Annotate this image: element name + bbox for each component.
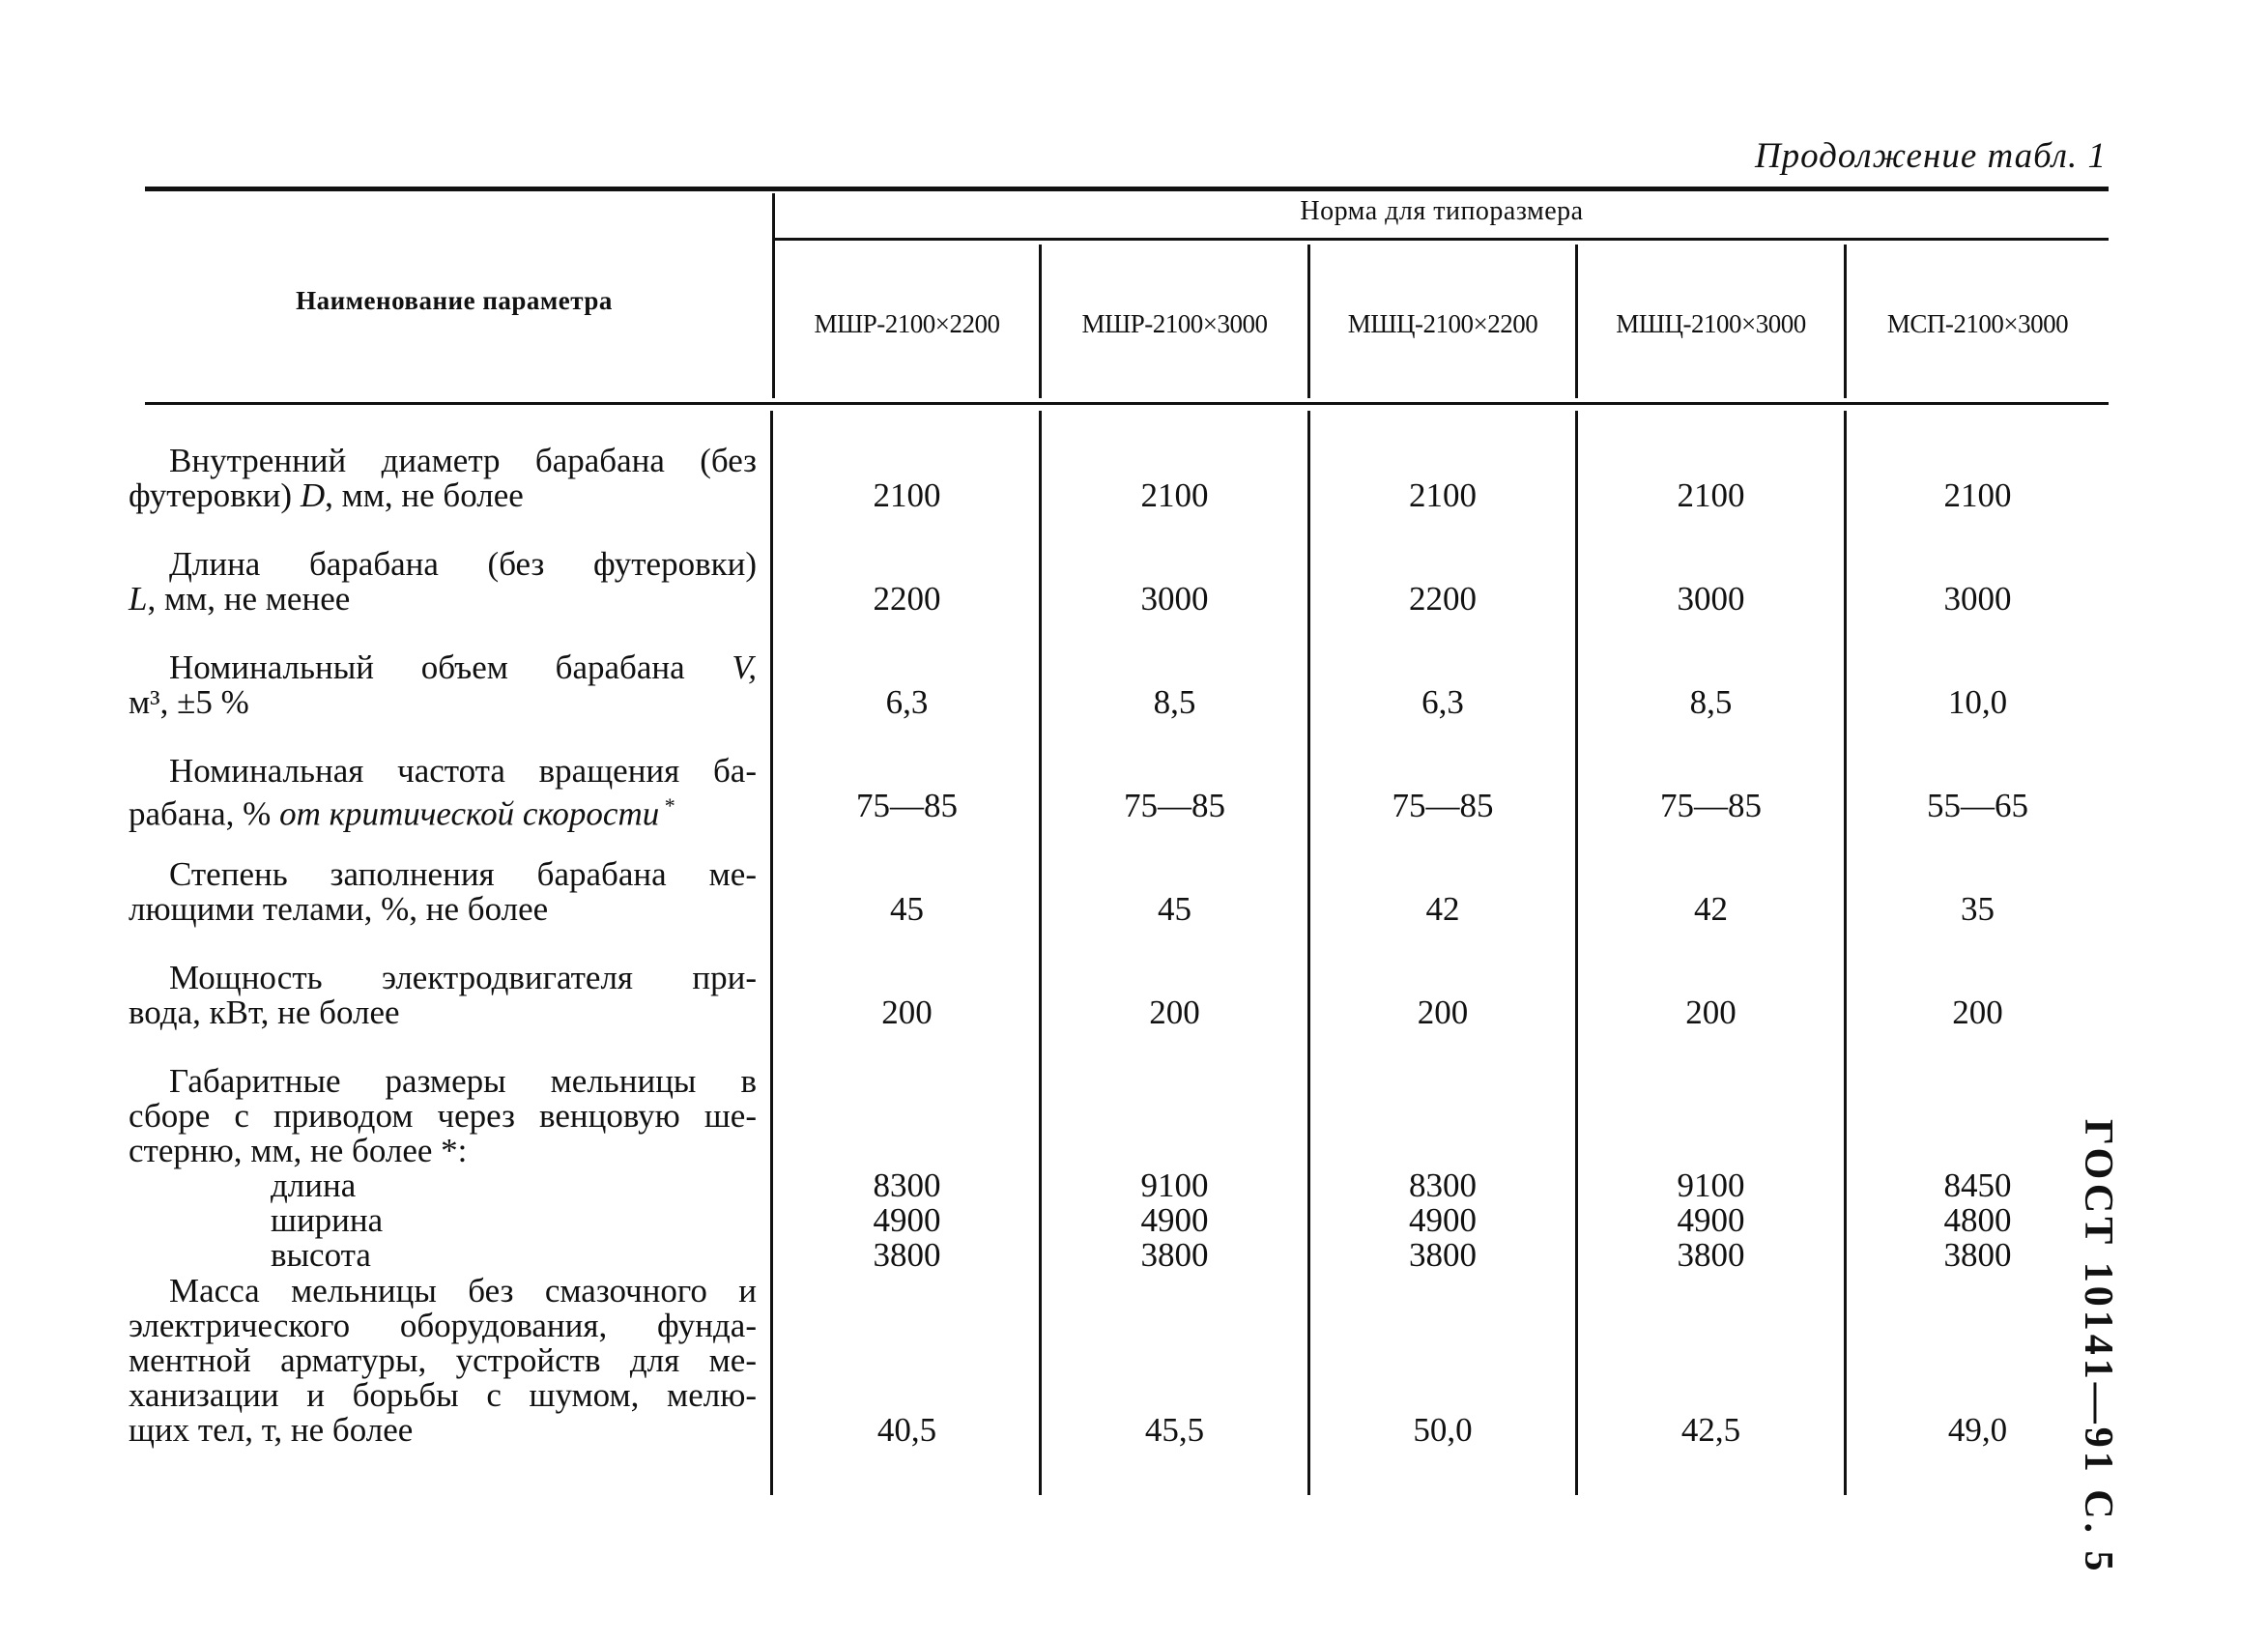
group-header-rule — [775, 238, 2109, 241]
column-divider — [1575, 411, 1578, 1495]
model-header: МШЦ-2100×2200 — [1347, 309, 1538, 338]
cell-value: 9100 — [1140, 1166, 1209, 1204]
param-motor-power-line2: вода, кВт, не более — [129, 993, 400, 1031]
cell-value: 4800 — [1943, 1201, 2012, 1239]
cell-value: 2100 — [1677, 476, 1745, 514]
cell-value: 200 — [1952, 993, 2003, 1031]
cell-value: 2100 — [1943, 476, 2012, 514]
cell-value: 45,5 — [1144, 1411, 1205, 1449]
column-divider — [770, 411, 773, 1495]
param-inner-diameter-line2: футеровки) D, мм, не более — [129, 476, 524, 514]
dimension-label-length: длина — [271, 1166, 357, 1204]
table-continuation-caption: Продолжение табл. 1 — [1754, 136, 2107, 176]
cell-value: 3800 — [1677, 1236, 1745, 1274]
cell-value: 3000 — [1140, 580, 1209, 618]
cell-value: 40,5 — [876, 1411, 937, 1449]
param-overall-dimensions: Габаритные размеры мельницы в — [169, 1062, 757, 1100]
param-mill-mass-line3: ментной арматуры, устройств для ме- — [129, 1341, 757, 1379]
cell-value: 3000 — [1943, 580, 2012, 618]
model-header: МШР-2100×3000 — [1081, 309, 1268, 338]
cell-value: 6,3 — [1421, 683, 1464, 721]
param-inner-diameter: Внутренний диаметр барабана (без — [169, 442, 757, 479]
param-motor-power: Мощность электродвигателя при- — [169, 959, 757, 996]
model-header: МШЦ-2100×3000 — [1616, 309, 1806, 338]
cell-value: 75—85 — [1392, 787, 1494, 824]
cell-value: 35 — [1961, 890, 1995, 928]
cell-value: 75—85 — [1124, 787, 1225, 824]
param-mill-mass-line2: электрического оборудования, фунда- — [129, 1307, 757, 1344]
cell-value: 2100 — [1140, 476, 1209, 514]
cell-value: 45 — [1158, 890, 1191, 928]
cell-value: 3800 — [873, 1236, 941, 1274]
cell-value: 2200 — [1409, 580, 1477, 618]
cell-value: 4900 — [1140, 1201, 1209, 1239]
column-divider — [1307, 411, 1310, 1495]
cell-value: 200 — [1685, 993, 1737, 1031]
cell-value: 3000 — [1677, 580, 1745, 618]
param-rotation-frequency: Номинальная частота вращения ба- — [169, 752, 757, 790]
cell-value: 75—85 — [1660, 787, 1762, 824]
param-mill-mass-line4: ханизации и борьбы с шумом, мелю- — [129, 1376, 757, 1414]
cell-value: 50,0 — [1413, 1411, 1473, 1449]
cell-value: 4900 — [873, 1201, 941, 1239]
cell-value: 8450 — [1943, 1166, 2012, 1204]
cell-value: 10,0 — [1947, 683, 2008, 721]
cell-value: 4900 — [1677, 1201, 1745, 1239]
cell-value: 42 — [1694, 890, 1728, 928]
cell-value: 200 — [1417, 993, 1469, 1031]
cell-value: 42 — [1425, 890, 1460, 928]
param-overall-dimensions-line3: стерню, мм, не более *: — [129, 1132, 468, 1169]
param-nominal-volume-line2: м³, ±5 % — [129, 683, 249, 721]
cell-value: 45 — [890, 890, 924, 928]
cell-value: 3800 — [1943, 1236, 2012, 1274]
cell-value: 8300 — [1409, 1166, 1477, 1204]
cell-value: 55—65 — [1927, 787, 2028, 824]
param-rotation-frequency-line2: рабана, % от критической скорости * — [129, 793, 675, 833]
cell-value: 49,0 — [1947, 1411, 2008, 1449]
model-header: МСП-2100×3000 — [1886, 309, 2069, 338]
cell-value: 2100 — [873, 476, 941, 514]
param-overall-dimensions-line2: сборе с приводом через венцовую ше- — [129, 1097, 757, 1135]
cell-value: 8300 — [873, 1166, 941, 1204]
cell-value: 200 — [881, 993, 933, 1031]
dimension-label-height: высота — [271, 1236, 371, 1274]
norm-group-header: Норма для типоразмера — [1300, 196, 1584, 226]
cell-value: 8,5 — [1689, 683, 1733, 721]
cell-value: 9100 — [1677, 1166, 1745, 1204]
param-drum-length-line2: L, мм, не менее — [129, 580, 351, 618]
param-mill-mass-line5: щих тел, т, не более — [129, 1411, 414, 1449]
parameter-column-header: Наименование параметра — [296, 286, 613, 315]
param-nominal-volume: Номинальный объем барабана V, — [169, 648, 757, 686]
cell-value: 42,5 — [1680, 1411, 1741, 1449]
standard-page-number: ГОСТ 10141—91 С. 5 — [2076, 1119, 2120, 1575]
cell-value: 75—85 — [856, 787, 958, 824]
table-top-rule — [145, 187, 2109, 191]
param-drum-length: Длина барабана (без футеровки) — [169, 545, 757, 583]
header-bottom-rule — [145, 402, 2109, 405]
dimension-label-width: ширина — [271, 1201, 384, 1239]
model-header: МШР-2100×2200 — [814, 309, 1000, 338]
cell-value: 3800 — [1409, 1236, 1477, 1274]
cell-value: 2100 — [1409, 476, 1477, 514]
param-filling-degree: Степень заполнения барабана ме- — [169, 855, 757, 893]
cell-value: 4900 — [1409, 1201, 1477, 1239]
cell-value: 2200 — [873, 580, 941, 618]
cell-value: 8,5 — [1153, 683, 1196, 721]
cell-value: 200 — [1149, 993, 1200, 1031]
param-mill-mass: Масса мельницы без смазочного и — [169, 1272, 757, 1310]
param-filling-degree-line2: лющими телами, %, не более — [129, 890, 549, 928]
column-divider — [1039, 411, 1042, 1495]
cell-value: 6,3 — [885, 683, 929, 721]
column-divider — [1844, 411, 1847, 1495]
cell-value: 3800 — [1140, 1236, 1209, 1274]
